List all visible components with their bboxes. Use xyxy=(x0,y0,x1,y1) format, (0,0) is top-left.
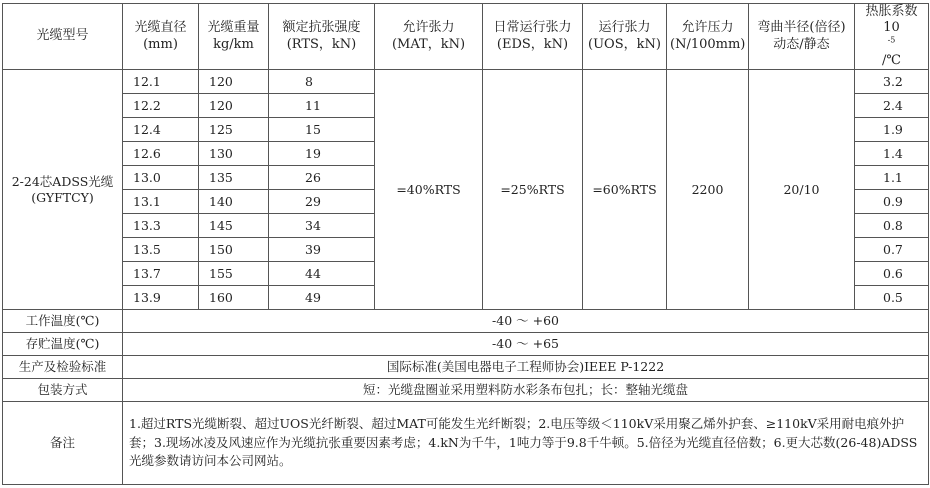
standard-label: 生产及检验标准 xyxy=(3,356,123,379)
thermal-cell: 3.2 xyxy=(855,70,929,94)
notes-text: 1.超过RTS光缆断裂、超过UOS光纤断裂、超过MAT可能发生光纤断裂；2.电压等级＜110kV采用聚乙烯外护套、≥110kV采用耐电痕外护套；3.现场冰凌及风速应作为光缆抗张重要因素考虑；4.kN为千牛，1吨力等于9.8千牛顿。5.倍径为光缆直径倍数；6.更大芯数(26-48)ADSS光缆参数请访问本公司网站。 xyxy=(123,402,929,485)
rts-cell: 11 xyxy=(269,94,375,118)
thermal-cell: 1.1 xyxy=(855,166,929,190)
header-mat: 允许张力 (MAT，kN) xyxy=(375,4,483,70)
diameter-cell: 13.1 xyxy=(123,190,199,214)
notes-row xyxy=(3,402,929,485)
header-thermal: 热胀系数 10 $^{-5}$ /℃ xyxy=(855,4,929,70)
adss-spec-table xyxy=(2,3,929,485)
rts-cell: 15 xyxy=(269,118,375,142)
packaging-row xyxy=(3,379,929,402)
weight-cell: 135 xyxy=(199,166,269,190)
header-uos: 运行张力 (UOS，kN) xyxy=(583,4,667,70)
diameter-cell: 13.7 xyxy=(123,262,199,286)
diameter-cell: 12.1 xyxy=(123,70,199,94)
operating-temp-label: 工作温度(℃) xyxy=(3,310,123,333)
weight-cell: 140 xyxy=(199,190,269,214)
operating-temp-row xyxy=(3,310,929,333)
rts-cell: 26 xyxy=(269,166,375,190)
standard-value: 国际标准(美国电器电子工程师协会)IEEE P-1222 xyxy=(123,356,929,379)
weight-cell: 125 xyxy=(199,118,269,142)
header-model: 光缆型号 xyxy=(3,4,123,70)
thermal-cell: 0.5 xyxy=(855,286,929,310)
thermal-cell: 0.8 xyxy=(855,214,929,238)
storage-temp-row xyxy=(3,333,929,356)
thermal-cell: 0.6 xyxy=(855,262,929,286)
weight-cell: 130 xyxy=(199,142,269,166)
thermal-cell: 0.7 xyxy=(855,238,929,262)
rts-cell: 19 xyxy=(269,142,375,166)
standard-row xyxy=(3,356,929,379)
rts-cell: 49 xyxy=(269,286,375,310)
weight-cell: 150 xyxy=(199,238,269,262)
weight-cell: 120 xyxy=(199,70,269,94)
thermal-cell: 0.9 xyxy=(855,190,929,214)
eds-cell: =25%RTS xyxy=(483,70,583,310)
weight-cell: 120 xyxy=(199,94,269,118)
thermal-cell: 1.9 xyxy=(855,118,929,142)
diameter-cell: 13.5 xyxy=(123,238,199,262)
uos-cell: =60%RTS xyxy=(583,70,667,310)
packaging-value: 短：光缆盘圈並采用塑料防水彩条布包扎；长：整轴光缆盘 xyxy=(123,379,929,402)
rts-cell: 39 xyxy=(269,238,375,262)
storage-temp-label: 存贮温度(℃) xyxy=(3,333,123,356)
thermal-cell: 1.4 xyxy=(855,142,929,166)
operating-temp-value: -40 ～ +60 xyxy=(123,310,929,333)
packaging-label: 包装方式 xyxy=(3,379,123,402)
diameter-cell: 12.6 xyxy=(123,142,199,166)
rts-cell: 29 xyxy=(269,190,375,214)
header-row xyxy=(3,4,929,70)
diameter-cell: 12.2 xyxy=(123,94,199,118)
rts-cell: 8 xyxy=(269,70,375,94)
header-rts: 额定抗张强度 (RTS，kN) xyxy=(269,4,375,70)
diameter-cell: 13.3 xyxy=(123,214,199,238)
header-diameter: 光缆直径 (mm) xyxy=(123,4,199,70)
table-row xyxy=(3,70,929,94)
weight-cell: 145 xyxy=(199,214,269,238)
header-pressure: 允许压力 (N/100mm) xyxy=(667,4,749,70)
bend-radius-cell: 20/10 xyxy=(749,70,855,310)
diameter-cell: 12.4 xyxy=(123,118,199,142)
notes-label: 备注 xyxy=(3,402,123,485)
header-weight: 光缆重量 kg/km xyxy=(199,4,269,70)
pressure-cell: 2200 xyxy=(667,70,749,310)
weight-cell: 155 xyxy=(199,262,269,286)
header-bend-radius: 弯曲半径(倍径) 动态/静态 xyxy=(749,4,855,70)
diameter-cell: 13.0 xyxy=(123,166,199,190)
mat-cell: =40%RTS xyxy=(375,70,483,310)
diameter-cell: 13.9 xyxy=(123,286,199,310)
rts-cell: 34 xyxy=(269,214,375,238)
header-eds: 日常运行张力 (EDS，kN) xyxy=(483,4,583,70)
storage-temp-value: -40 ～ +65 xyxy=(123,333,929,356)
model-cell: 2-24芯ADSS光缆 (GYFTCY) xyxy=(3,70,123,310)
thermal-cell: 2.4 xyxy=(855,94,929,118)
weight-cell: 160 xyxy=(199,286,269,310)
rts-cell: 44 xyxy=(269,262,375,286)
